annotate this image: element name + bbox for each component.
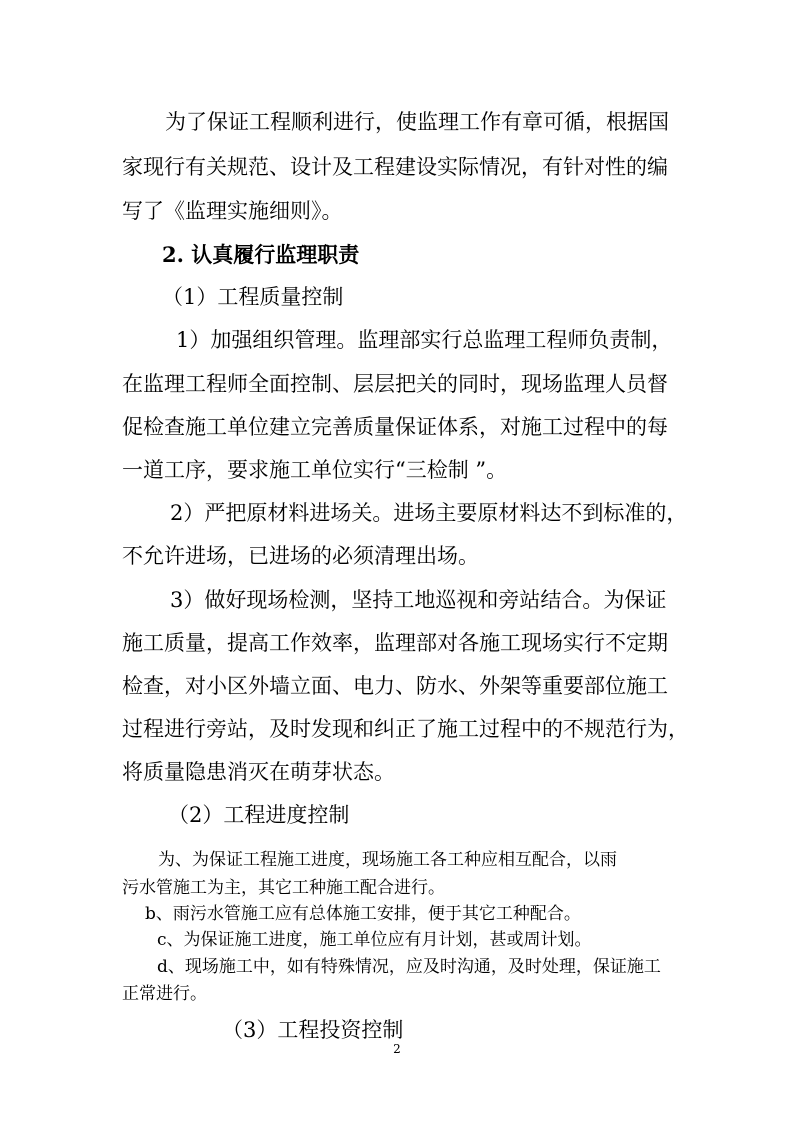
item1-line-1: 1）加强组织管理。监理部实行总监理工程师负责制， bbox=[176, 328, 673, 352]
subsection-progress-control: （2）工程进度控制 bbox=[168, 803, 350, 827]
item3-line-5: 将质量隐患消灭在萌芽状态。 bbox=[122, 760, 395, 784]
progress-line-6: 正常进行。 bbox=[122, 984, 207, 1004]
subsection-quality-control: （1）工程质量控制 bbox=[162, 285, 344, 309]
item3-line-4: 过程进行旁站，及时发现和纠正了施工过程中的不规范行为， bbox=[122, 717, 689, 741]
progress-line-1: 为、为保证工程施工进度，现场施工各工种应相互配合，以雨 bbox=[158, 850, 617, 870]
item3-line-3: 检查，对小区外墙立面、电力、防水、外架等重要部位施工 bbox=[122, 674, 668, 698]
progress-line-2: 污水管施工为主，其它工种施工配合进行。 bbox=[122, 878, 445, 898]
page-number: 2 bbox=[393, 1042, 401, 1056]
item2-line-1: 2）严把原材料进场关。进场主要原材料达不到标准的， bbox=[170, 501, 688, 525]
subsection-investment-control: （3）工程投资控制 bbox=[222, 1018, 404, 1042]
progress-line-4: c、为保证施工进度，施工单位应有月计划，甚或周计划。 bbox=[157, 930, 592, 950]
item3-line-1: 3）做好现场检测，坚持工地巡视和旁站结合。为保证 bbox=[170, 588, 667, 612]
item1-line-2: 在监理工程师全面控制、层层把关的同时，现场监理人员督 bbox=[122, 372, 668, 396]
item1-line-4: 一道工序，要求施工单位实行“三检制 ”。 bbox=[122, 458, 508, 482]
section-heading: 2. 认真履行监理职责 bbox=[162, 242, 360, 267]
para1-line-2: 家现行有关规范、设计及工程建设实际情况，有针对性的编 bbox=[122, 155, 668, 179]
item3-line-2: 施工质量，提高工作效率，监理部对各施工现场实行不定期 bbox=[122, 631, 668, 655]
progress-line-3: b、雨污水管施工应有总体施工安排，便于其它工种配合。 bbox=[145, 904, 581, 924]
item1-line-3: 促检查施工单位建立完善质量保证体系，对施工过程中的每 bbox=[122, 415, 668, 439]
progress-line-5: d、现场施工中，如有特殊情况，应及时沟通，及时处理，保证施工 bbox=[157, 957, 661, 977]
para1-line-3: 写了《监理实施细则》。 bbox=[122, 199, 343, 223]
para1-line-1: 为了保证工程顺利进行，使监理工作有章可循，根据国 bbox=[165, 110, 669, 134]
item2-line-2: 不允许进场，已进场的必须清理出场。 bbox=[122, 544, 479, 568]
